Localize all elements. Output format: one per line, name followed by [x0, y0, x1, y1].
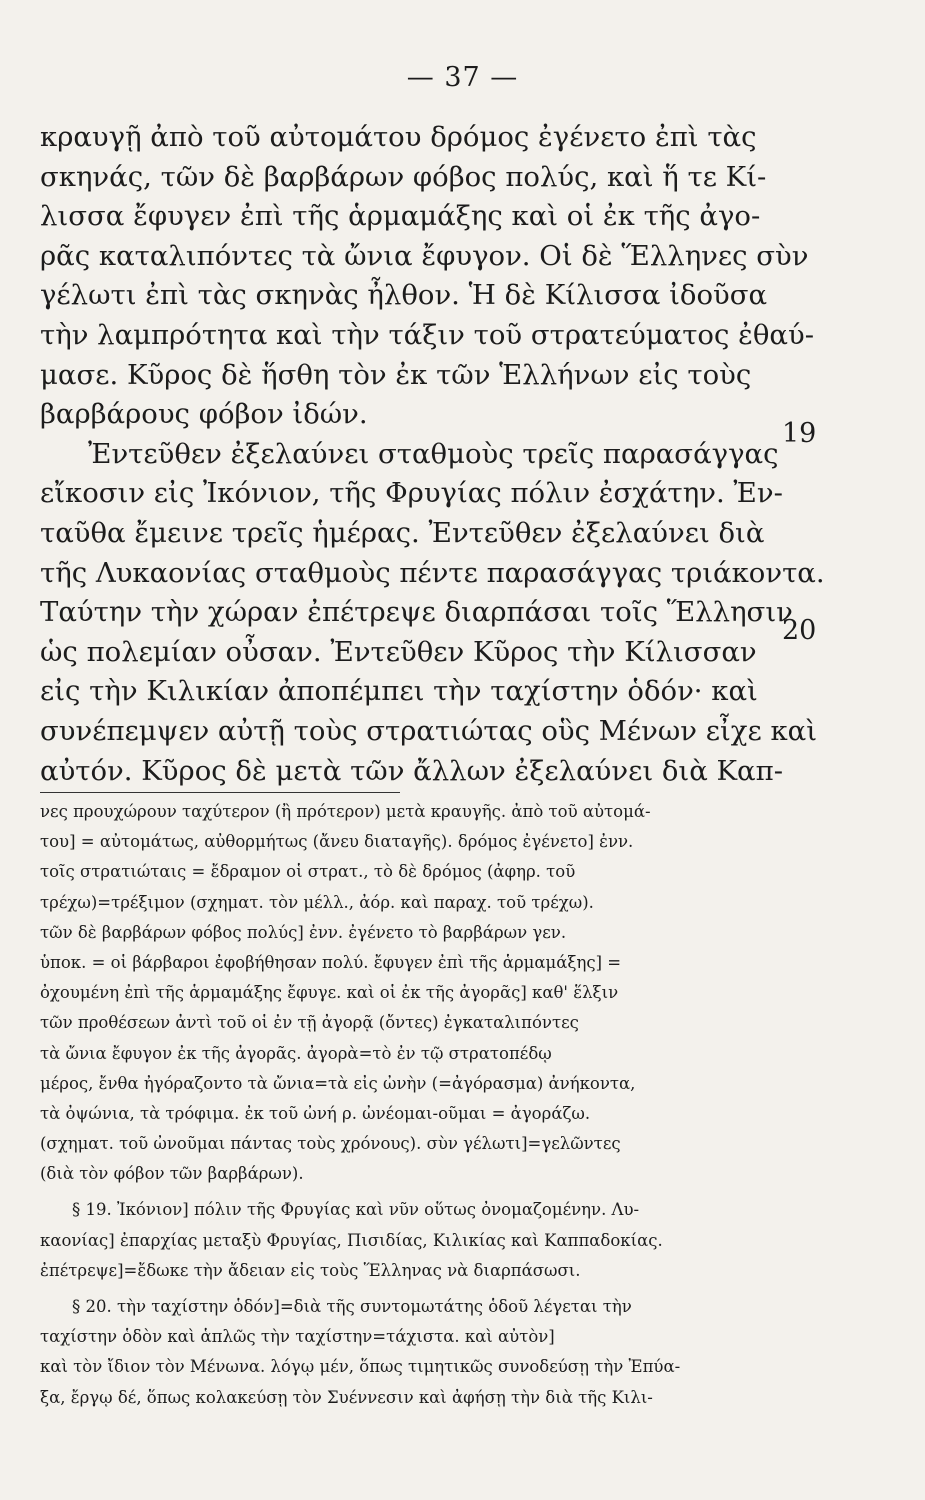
text-line: εἰς τὴν Κιλικίαν ἀποπέμπει τὴν ταχίστην ὁδόν· καὶ — [40, 675, 758, 708]
section-number: 19 — [782, 418, 817, 449]
note-line: ὀχουμένη ἐπὶ τῆς ἁρμαμάξης ἔφυγε. καὶ οἱ ἐκ τῆς ἀγορᾶς] καθ' ἕλξιν — [40, 983, 619, 1003]
note-line: (διὰ τὸν φόβον τῶν βαρβάρων). — [40, 1164, 304, 1184]
note-line: ταχίστην ὁδὸν καὶ ἁπλῶς τὴν ταχίστην=τάχιστα. καὶ αὐτὸν] — [40, 1327, 555, 1347]
note-line: (σχηματ. τοῦ ὠνοῦμαι πάντας τοὺς χρόνους). σὺν γέλωτι]=γελῶντες — [40, 1134, 621, 1154]
note-line: καὶ τὸν ἴδιον τὸν Μένωνα. λόγῳ μέν, ὅπως τιμητικῶς συνοδεύσῃ τὴν Ἐπύα- — [40, 1357, 681, 1377]
note-line: § 19. Ἰκόνιον] πόλιν τῆς Φρυγίας καὶ νῦν οὕτως ὀνομαζομένην. Λυ- — [72, 1200, 640, 1220]
note-line: ξα, ἔργῳ δέ, ὅπως κολακεύσῃ τὸν Συέννεσιν καὶ ἀφήσῃ τὴν διὰ τῆς Κιλι- — [40, 1387, 653, 1407]
text-line: λισσα ἔφυγεν ἐπὶ τῆς ἁρμαμάξης καὶ οἱ ἐκ τῆς ἀγο- — [40, 200, 761, 233]
note-line: τὰ ὀψώνια, τὰ τρόφιμα. ἐκ τοῦ ὠνή ρ. ὠνέομαι-οῦμαι = ἀγοράζω. — [40, 1103, 591, 1123]
note-line: μέρος, ἔνθα ἠγόραζοντο τὰ ὤνια=τὰ εἰς ὠνὴν (=ἀγόρασμα) ἀνήκοντα, — [40, 1073, 636, 1093]
text-line: μασε. Κῦρος δὲ ἥσθη τὸν ἐκ τῶν Ἑλλήνων εἰς τοὺς — [40, 358, 752, 391]
text-line: αὐτόν. Κῦρος δὲ μετὰ τῶν ἄλλων ἐξελαύνει διὰ Καπ- — [40, 754, 783, 787]
note-line: καονίας] ἐπαρχίας μεταξὺ Φρυγίας, Πισιδίας, Κιλικίας καὶ Καππαδοκίας. — [40, 1230, 663, 1250]
note-line: τῶν δὲ βαρβάρων φόβος πολύς] ἐνν. ἐγένετο τὸ βαρβάρων γεν. — [40, 922, 567, 942]
note-line: τὰ ὤνια ἔφυγον ἐκ τῆς ἀγορᾶς. ἀγορὰ=τὸ ἐν τῷ στρατοπέδῳ — [40, 1043, 552, 1063]
page-number: — 37 — — [406, 62, 519, 93]
text-line: συνέπεμψεν αὐτῇ τοὺς στρατιώτας οὓς Μένων εἶχε καὶ — [40, 714, 817, 747]
note-line: νες προυχώρουν ταχύτερον (ἢ πρότερον) μετὰ κραυγῆς. ἀπὸ τοῦ αὐτομά- — [40, 802, 651, 821]
text-line: Ἐντεῦθεν ἐξελαύνει σταθμοὺς τρεῖς παρασάγγας — [88, 437, 779, 470]
note-line: τῶν προθέσεων ἀντὶ τοῦ οἱ ἐν τῇ ἀγορᾷ (ὄντες) ἐγκαταλιπόντες — [40, 1013, 579, 1033]
text-line: τὴν λαμπρότητα καὶ τὴν τάξιν τοῦ στρατεύματος ἐθαύ- — [40, 318, 815, 351]
note-line: ἐπέτρεψε]=ἔδωκε τὴν ἄδειαν εἰς τοὺς Ἕλληνας νὰ διαρπάσωσι. — [40, 1260, 581, 1280]
text-line: βαρβάρους φόβον ἰδών. — [40, 398, 368, 431]
note-line: του] = αὐτομάτως, αὐθορμήτως (ἄνευ διαταγῆς). δρόμος ἐγένετο] ἐνν. — [40, 832, 634, 852]
text-line: Ταύτην τὴν χώραν ἐπέτρεψε διαρπάσαι τοῖς Ἕλλησιν — [40, 596, 793, 629]
section-number: 20 — [782, 615, 817, 646]
text-line: κραυγῇ ἀπὸ τοῦ αὐτομάτου δρόμος ἐγένετο ἐπὶ τὰς — [40, 121, 757, 153]
text-line: ρᾶς καταλιπόντες τὰ ὤνια ἔφυγον. Οἱ δὲ Ἕλληνες σὺν — [40, 239, 809, 272]
note-line: ὑποκ. = οἱ βάρβαροι ἐφοβήθησαν πολύ. ἔφυγεν ἐπὶ τῆς ἁρμαμάξης] = — [40, 952, 622, 972]
text-line: σκηνάς, τῶν δὲ βαρβάρων φόβος πολύς, καὶ ἥ τε Κί- — [40, 160, 767, 193]
footnote-rule — [40, 792, 400, 793]
note-line: τρέχω)=τρέξιμον (σχηματ. τὸν μέλλ., ἀόρ. καὶ παραχ. τοῦ τρέχω). — [40, 892, 594, 912]
text-line: ὡς πολεμίαν οὖσαν. Ἐντεῦθεν Κῦρος τὴν Κίλισσαν — [40, 635, 757, 668]
text-line: εἴκοσιν εἰς Ἰκόνιον, τῆς Φρυγίας πόλιν ἐσχάτην. Ἐν- — [40, 477, 783, 510]
text-line: γέλωτι ἐπὶ τὰς σκηνὰς ἦλθον. Ἡ δὲ Κίλισσα ἰδοῦσα — [40, 279, 768, 312]
text-line: ταῦθα ἔμεινε τρεῖς ἡμέρας. Ἐντεῦθεν ἐξελαύνει διὰ — [40, 516, 765, 549]
note-line: § 20. τὴν ταχίστην ὁδόν]=διὰ τῆς συντομωτάτης ὁδοῦ λέγεται τὴν — [72, 1297, 632, 1316]
commentary-notes — [40, 797, 825, 1413]
note-line: τοῖς στρατιώταις = ἔδραμον οἱ στρατ., τὸ δὲ δρόμος (ἀφηρ. τοῦ — [40, 862, 576, 882]
text-line: τῆς Λυκαονίας σταθμοὺς πέντε παρασάγγας τριάκοντα. — [40, 556, 825, 589]
